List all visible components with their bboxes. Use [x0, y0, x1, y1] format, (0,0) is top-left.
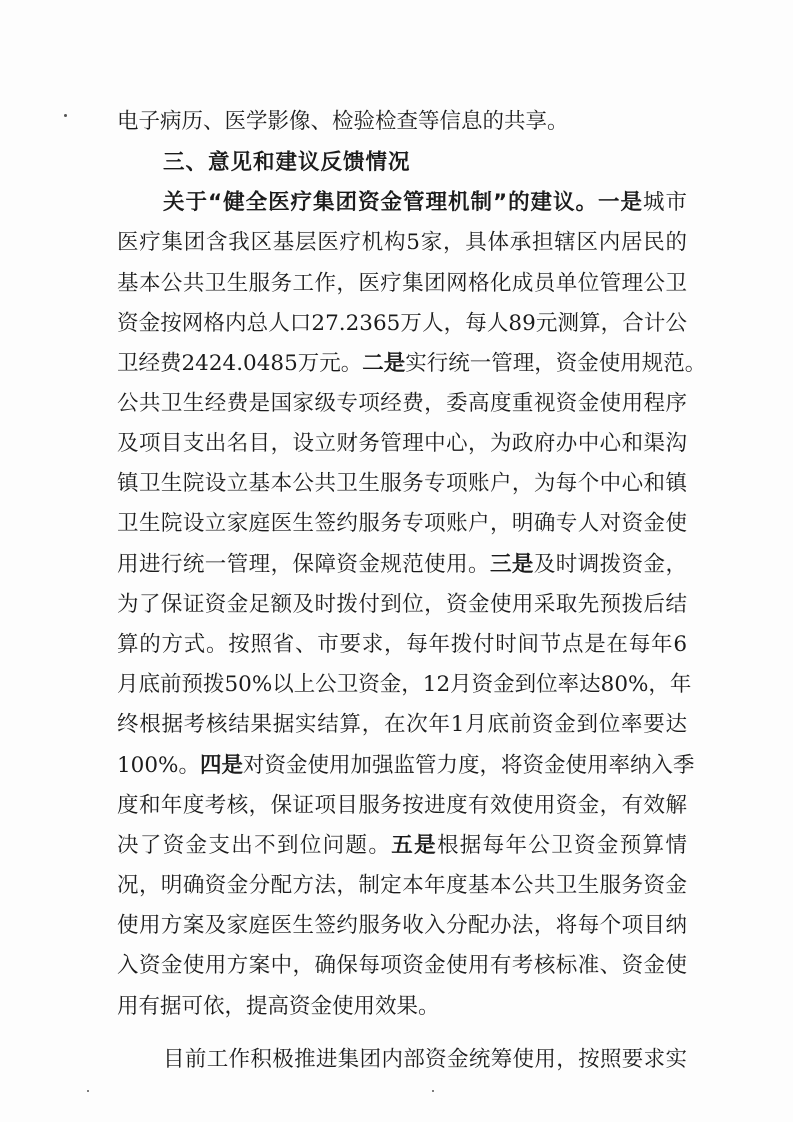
paragraph-line: 月底前预拨50%以上公卫资金，12月资金到位率达80%，年 [117, 672, 692, 697]
paragraph-line: 资金按网格内总人口27.2365万人，每人89元测算，合计公 [117, 311, 687, 336]
paragraph-line: 基本公共卫生服务工作，医疗集团网格化成员单位管理公卫 [117, 271, 687, 296]
paragraph-line: 卫生院设立家庭医生签约服务专项账户，明确专人对资金使 [117, 511, 687, 536]
section-heading: 三、意见和建议反馈情况 [163, 150, 411, 175]
paragraph-line: 镇卫生院设立基本公共卫生服务专项账户，为每个中心和镇 [117, 471, 687, 496]
paragraph-line: 使用方案及家庭医生签约服务收入分配办法，将每个项目纳 [117, 913, 687, 938]
paragraph-line: 电子病历、医学影像、检验检查等信息的共享。 [117, 109, 569, 134]
paragraph-line: 用有据可依，提高资金使用效果。 [117, 994, 440, 1019]
paragraph-line: 况，明确资金分配方法，制定本年度基本公共卫生服务资金 [117, 873, 687, 898]
paragraph-line: 终根据考核结果据实结算，在次年1月底前资金到位率要达 [117, 712, 687, 737]
paragraph-line: 用进行统一管理，保障资金规范使用。三是及时调拨资金， [117, 552, 687, 577]
paragraph-line: 算的方式。按照省、市要求，每年拨付时间节点是在每年6 [117, 632, 687, 657]
paragraph-line: 决了资金支出不到位问题。五是根据每年公卫资金预算情 [117, 833, 687, 858]
paragraph-line: 及项目支出名目，设立财务管理中心，为政府办中心和渠沟 [117, 431, 687, 456]
paragraph-line: 100%。四是对资金使用加强监管力度，将资金使用率纳入季 [117, 753, 695, 778]
paragraph-line: 卫经费2424.0485万元。二是实行统一管理，资金使用规范。 [117, 351, 707, 376]
bold-lead-text: 二是 [362, 351, 406, 376]
paragraph-line: 为了保证资金足额及时拨付到位，资金使用采取先预拨后结 [117, 592, 687, 617]
paragraph-line: 目前工作积极推进集团内部资金统筹使用，按照要求实 [163, 1047, 687, 1072]
bold-lead-text: 关于“健全医疗集团资金管理机制”的建议。一是 [163, 190, 643, 215]
paragraph-line: 医疗集团含我区基层医疗机构5家，具体承担辖区内居民的 [117, 230, 687, 255]
bold-lead-text: 五是 [391, 833, 437, 858]
paragraph-line: 公共卫生经费是国家级专项经费，委高度重视资金使用程序 [117, 391, 687, 416]
bold-lead-text: 四是 [199, 753, 243, 778]
paragraph-line: 入资金使用方案中，确保每项资金使用有考核标准、资金使 [117, 953, 687, 978]
bold-lead-text: 三是 [489, 552, 534, 577]
scan-speck [87, 1090, 89, 1092]
paragraph-line: 关于“健全医疗集团资金管理机制”的建议。一是城市 [163, 190, 687, 215]
paragraph-line: 度和年度考核，保证项目服务按进度有效使用资金，有效解 [117, 793, 687, 818]
scan-speck [432, 1090, 434, 1092]
scan-speck [64, 114, 67, 117]
